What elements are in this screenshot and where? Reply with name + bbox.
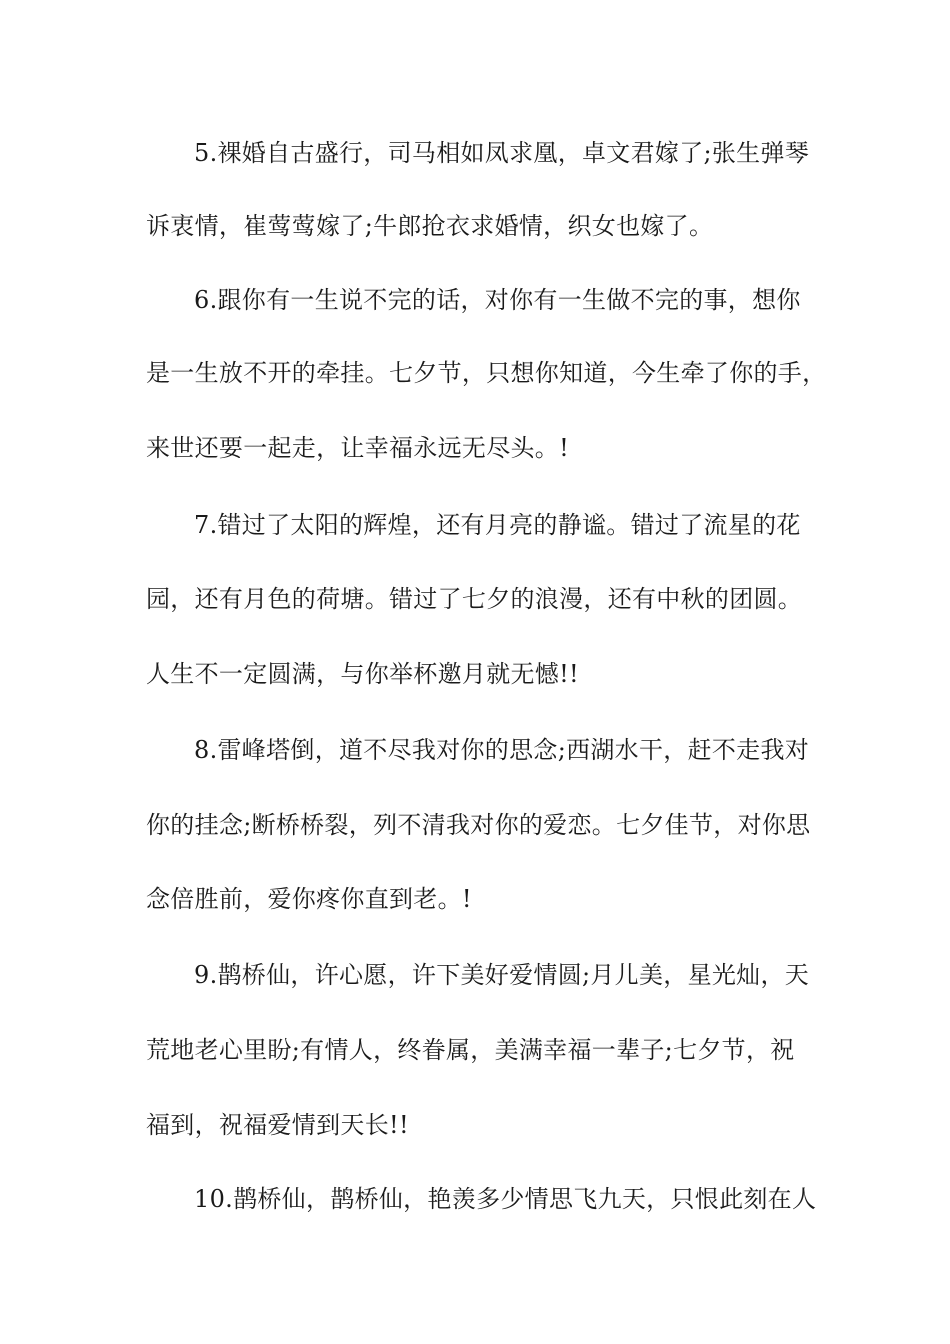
paragraph-9-line-2: 荒地老心里盼;有情人，终眷属，美满幸福一辈子;七夕节，祝 [146, 1036, 795, 1064]
paragraph-7-line-2: 园，还有月色的荷塘。错过了七夕的浪漫，还有中秋的团圆。 [146, 585, 803, 613]
paragraph-5-line-2: 诉衷情，崔莺莺嫁了;牛郎抢衣求婚情，织女也嫁了。 [146, 212, 714, 240]
paragraph-10-line-1: 10.鹊桥仙，鹊桥仙，艳羡多少情思飞九天，只恨此刻在人 [194, 1185, 817, 1213]
paragraph-8-line-3: 念倍胜前，爱你疼你直到老。! [146, 885, 472, 913]
paragraph-9-line-3: 福到，祝福爱情到天长!! [146, 1111, 409, 1139]
paragraph-7-line-3: 人生不一定圆满，与你举杯邀月就无憾!! [146, 660, 579, 688]
paragraph-8-line-1: 8.雷峰塔倒，道不尽我对你的思念;西湖水干，赶不走我对 [194, 736, 810, 764]
paragraph-8-line-2: 你的挂念;断桥桥裂，列不清我对你的爱恋。七夕佳节，对你思 [146, 811, 811, 839]
paragraph-6-line-2: 是一生放不开的牵挂。七夕节，只想你知道，今生牵了你的手， [146, 359, 827, 387]
paragraph-7-line-1: 7.错过了太阳的辉煌，还有月亮的静谧。错过了流星的花 [194, 511, 801, 539]
paragraph-9-line-1: 9.鹊桥仙，许心愿，许下美好爱情圆;月儿美，星光灿，天 [194, 961, 810, 989]
paragraph-6-line-3: 来世还要一起走，让幸福永远无尽头。! [146, 434, 570, 462]
paragraph-5-line-1: 5.裸婚自古盛行，司马相如凤求凰，卓文君嫁了;张生弹琴 [194, 139, 810, 167]
paragraph-6-line-1: 6.跟你有一生说不完的话，对你有一生做不完的事，想你 [194, 286, 801, 314]
